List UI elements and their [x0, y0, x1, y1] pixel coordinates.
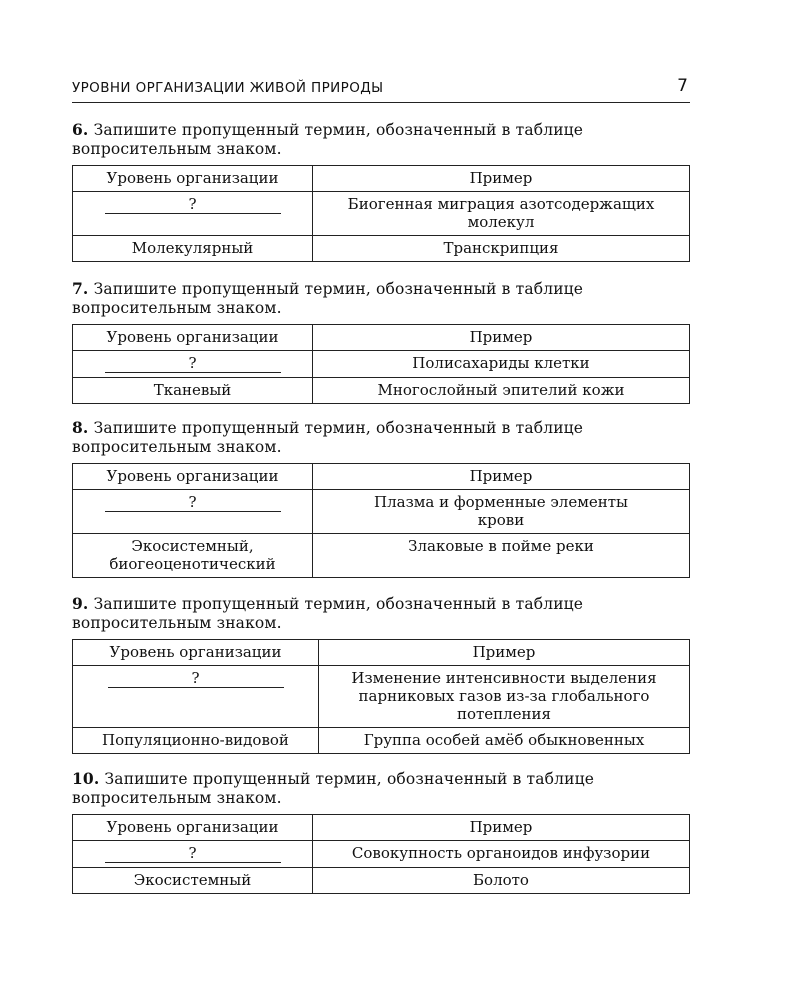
- table-row: [73, 534, 690, 578]
- task-number: 8.: [72, 418, 89, 437]
- example-cell: Биогенная миграция азотсодержащих молекул: [313, 192, 690, 236]
- task-prompt: [72, 418, 690, 457]
- table-row: [73, 192, 690, 236]
- answer-blank: ?: [105, 494, 281, 512]
- column-header-example: Пример: [313, 325, 690, 351]
- task-table: [72, 814, 690, 894]
- page-number: 7: [677, 76, 688, 96]
- column-header-example: Пример: [313, 464, 690, 490]
- example-cell: Злаковые в пойме реки: [313, 534, 690, 578]
- table-row: [73, 868, 690, 894]
- column-header-level: Уровень организации: [73, 464, 313, 490]
- column-header-example: Пример: [313, 815, 690, 841]
- task-text: Запишите пропущенный термин, обозначенный в таблице вопросительным знаком.: [72, 595, 584, 632]
- answer-blank-cell: [73, 192, 313, 236]
- table-header-row: [73, 325, 690, 351]
- table-row: [73, 236, 690, 262]
- answer-blank: ?: [108, 670, 284, 688]
- answer-blank-cell: [73, 666, 319, 728]
- table-header-row: [73, 815, 690, 841]
- answer-blank-cell: [73, 841, 313, 868]
- example-cell: Группа особей амёб обыкновенных: [319, 728, 690, 754]
- task-text: Запишите пропущенный термин, обозначенный в таблице вопросительным знаком.: [72, 280, 584, 317]
- task-text: Запишите пропущенный термин, обозначенный в таблице вопросительным знаком.: [72, 770, 595, 807]
- answer-blank: ?: [105, 845, 281, 863]
- column-header-example: Пример: [313, 166, 690, 192]
- answer-blank-cell: [73, 490, 313, 534]
- table-row: [73, 490, 690, 534]
- task-text: Запишите пропущенный термин, обозначенный в таблице вопросительным знаком.: [72, 121, 584, 158]
- table-row: [73, 378, 690, 404]
- column-header-level: Уровень организации: [73, 640, 319, 666]
- task-number: 10.: [72, 769, 100, 788]
- task-text: Запишите пропущенный термин, обозначенный в таблице вопросительным знаком.: [72, 419, 584, 456]
- task-table: [72, 639, 690, 754]
- task-prompt: [72, 769, 690, 808]
- task-number: 9.: [72, 594, 89, 613]
- task-7: [72, 279, 690, 404]
- task-table: [72, 165, 690, 262]
- table-row: [73, 351, 690, 378]
- table-header-row: [73, 464, 690, 490]
- example-cell: Плазма и форменные элементы крови: [313, 490, 690, 534]
- example-cell: Болото: [313, 868, 690, 894]
- table-row: [73, 666, 690, 728]
- header-title: УРОВНИ ОРГАНИЗАЦИИ ЖИВОЙ ПРИРОДЫ: [72, 80, 384, 96]
- table-header-row: [73, 166, 690, 192]
- task-number: 7.: [72, 279, 89, 298]
- task-table: [72, 463, 690, 578]
- task-10: [72, 769, 690, 894]
- table-row: [73, 841, 690, 868]
- task-prompt: [72, 279, 690, 318]
- task-8: [72, 418, 690, 578]
- table-row: [73, 728, 690, 754]
- example-cell: Полисахариды клетки: [313, 351, 690, 378]
- table-header-row: [73, 640, 690, 666]
- column-header-level: Уровень организации: [73, 815, 313, 841]
- answer-blank: ?: [105, 196, 281, 214]
- example-cell: Многослойный эпителий кожи: [313, 378, 690, 404]
- answer-blank-cell: [73, 351, 313, 378]
- level-cell: Экосистемный: [73, 868, 313, 894]
- example-cell: Совокупность органоидов инфузории: [313, 841, 690, 868]
- running-header: [72, 74, 690, 103]
- level-cell: Популяционно-видовой: [73, 728, 319, 754]
- task-prompt: [72, 120, 690, 159]
- task-6: [72, 120, 690, 262]
- level-cell: Экосистемный, биогеоценотический: [73, 534, 313, 578]
- level-cell: Тканевый: [73, 378, 313, 404]
- example-cell: Изменение интенсивности выделения парниковых газов из-за глобального потепления: [319, 666, 690, 728]
- column-header-level: Уровень организации: [73, 325, 313, 351]
- task-table: [72, 324, 690, 404]
- task-9: [72, 594, 690, 754]
- task-number: 6.: [72, 120, 89, 139]
- answer-blank: ?: [105, 355, 281, 373]
- column-header-level: Уровень организации: [73, 166, 313, 192]
- example-cell: Транскрипция: [313, 236, 690, 262]
- column-header-example: Пример: [319, 640, 690, 666]
- level-cell: Молекулярный: [73, 236, 313, 262]
- task-prompt: [72, 594, 690, 633]
